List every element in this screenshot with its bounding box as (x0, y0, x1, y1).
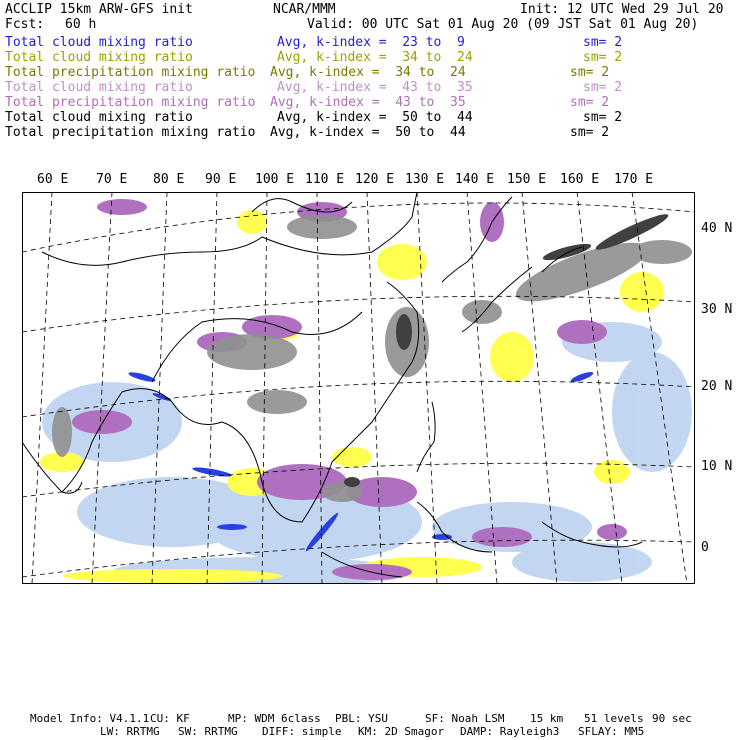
legend-stat: Avg, k-index = 34 to 24 (270, 65, 466, 80)
legend-smoothing: sm= 2 (570, 125, 610, 140)
damping-option: DAMP: Rayleigh3 (460, 725, 560, 738)
legend-stat: Avg, k-index = 50 to 44 (270, 125, 466, 140)
init-time: Init: 12 UTC Wed 29 Jul 20 (520, 2, 724, 17)
lon-label: 150 E (507, 172, 547, 187)
lat-label: 30 N (701, 302, 733, 317)
legend-field-name: Total precipitation mixing ratio (5, 65, 256, 80)
resolution: 15 km (530, 712, 564, 725)
surface-scheme: SF: Noah LSM (425, 712, 505, 725)
lon-label: 160 E (560, 172, 600, 187)
lat-label: 0 (701, 540, 709, 555)
lon-label: 170 E (614, 172, 654, 187)
legend-stat: Avg, k-index = 34 to 24 (277, 50, 473, 65)
lon-label: 60 E (37, 172, 69, 187)
cumulus-scheme: CU: KF (150, 712, 190, 725)
legend-smoothing: sm= 2 (583, 110, 623, 125)
lon-label: 110 E (305, 172, 345, 187)
legend-field-name: Total cloud mixing ratio (5, 35, 193, 50)
lon-label: 70 E (96, 172, 128, 187)
km-option: KM: 2D Smagor (358, 725, 445, 738)
legend-field-name: Total precipitation mixing ratio (5, 95, 256, 110)
run-title: ACCLIP 15km ARW-GFS init (5, 2, 193, 17)
legend-smoothing: sm= 2 (583, 35, 623, 50)
lon-label: 130 E (405, 172, 445, 187)
legend-smoothing: sm= 2 (583, 50, 623, 65)
lon-label: 120 E (355, 172, 395, 187)
lat-label: 10 N (701, 459, 733, 474)
shortwave-scheme: SW: RRTMG (178, 725, 238, 738)
legend-field-name: Total cloud mixing ratio (5, 80, 193, 95)
lon-label: 80 E (153, 172, 185, 187)
legend-stat: Avg, k-index = 50 to 44 (277, 110, 473, 125)
model-version: Model Info: V4.1.1 (30, 712, 150, 725)
valid-time: Valid: 00 UTC Sat 01 Aug 20 (09 JST Sat 01 Aug 20) (307, 17, 699, 32)
surface-layer-scheme: SFLAY: MM5 (578, 725, 645, 738)
lon-label: 90 E (205, 172, 237, 187)
diffusion-option: DIFF: simple (262, 725, 342, 738)
org-label: NCAR/MMM (273, 2, 336, 17)
legend-smoothing: sm= 2 (583, 80, 623, 95)
legend-field-name: Total precipitation mixing ratio (5, 125, 256, 140)
legend-stat: Avg, k-index = 23 to 9 (277, 35, 465, 50)
lat-label: 40 N (701, 221, 733, 236)
forecast-label: Fcst: (5, 17, 45, 32)
legend-stat: Avg, k-index = 43 to 35 (277, 80, 473, 95)
forecast-hours: 60 h (65, 17, 97, 32)
lon-label: 100 E (255, 172, 295, 187)
legend-stat: Avg, k-index = 43 to 35 (270, 95, 466, 110)
legend-smoothing: sm= 2 (570, 95, 610, 110)
forecast-map (22, 192, 695, 584)
legend-smoothing: sm= 2 (570, 65, 610, 80)
pbl-scheme: PBL: YSU (335, 712, 388, 725)
legend-field-name: Total cloud mixing ratio (5, 110, 193, 125)
lon-label: 140 E (455, 172, 495, 187)
time-step: 90 sec (652, 712, 692, 725)
lat-label: 20 N (701, 379, 733, 394)
vertical-levels: 51 levels (584, 712, 644, 725)
legend-field-name: Total cloud mixing ratio (5, 50, 193, 65)
microphysics-scheme: MP: WDM 6class (228, 712, 321, 725)
longwave-scheme: LW: RRTMG (100, 725, 160, 738)
